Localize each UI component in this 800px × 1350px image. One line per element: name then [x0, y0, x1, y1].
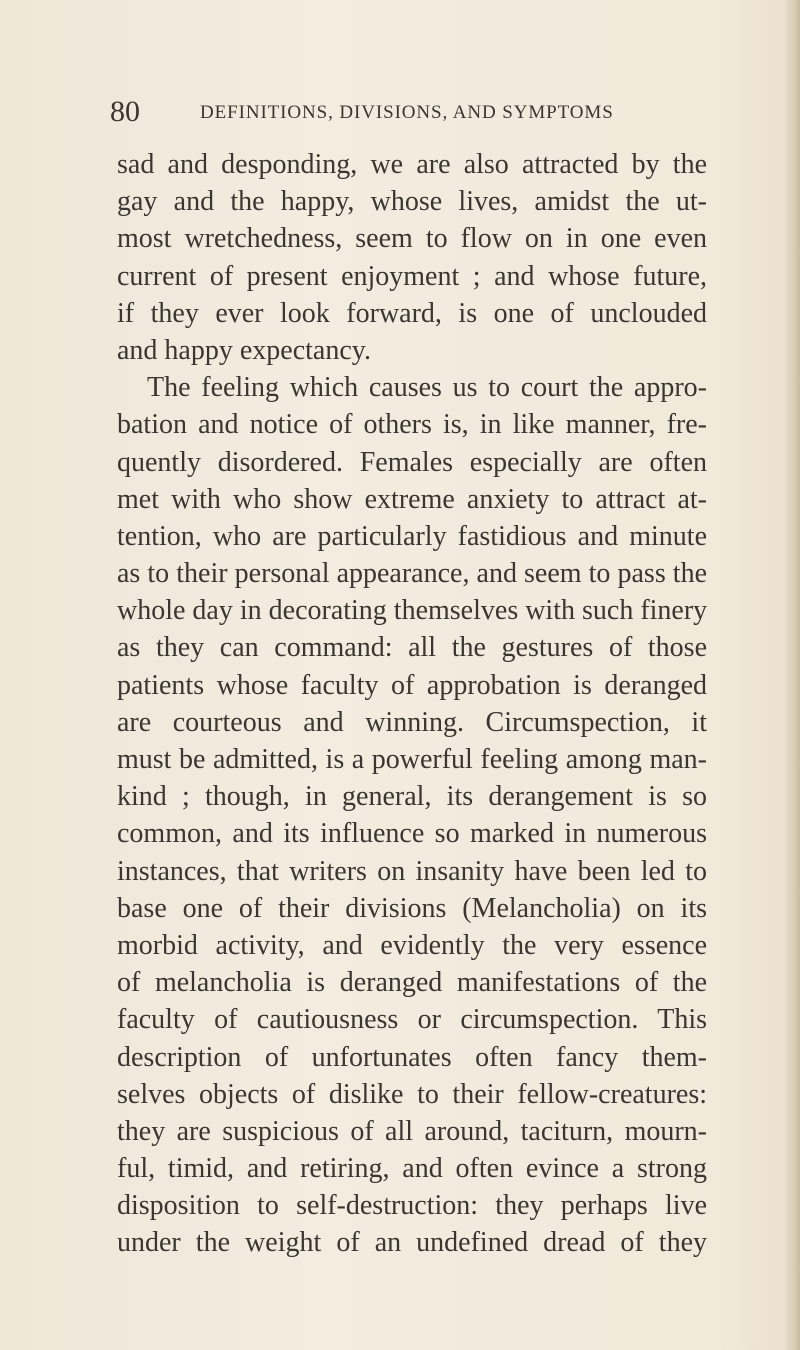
text-line: kind ; though, in general, its derangement is so — [117, 781, 707, 813]
text-line: met with who show extreme anxiety to attract at- — [117, 483, 707, 515]
text-line: faculty of cautiousness or circumspection. This — [117, 1004, 707, 1036]
page-number: 80 — [110, 95, 140, 128]
body-text — [117, 146, 707, 1262]
text-line: instances, that writers on insanity have been led to — [117, 855, 707, 887]
text-line: as they can command: all the gestures of those — [117, 632, 707, 664]
text-line: if they ever look forward, is one of unclouded — [117, 297, 707, 329]
text-line: as to their personal appearance, and seem to pass the — [117, 558, 707, 590]
running-head — [110, 92, 680, 132]
text-line: The feeling which causes us to court the appro- — [147, 372, 707, 404]
text-line: selves objects of dislike to their fellow-creatures: — [117, 1078, 707, 1110]
text-line: description of unfortunates often fancy them- — [117, 1041, 707, 1073]
text-line: sad and desponding, we are also attracted by the — [117, 149, 707, 180]
text-line: and happy expectancy. — [117, 334, 371, 366]
text-line: are courteous and winning. Circumspection, it — [117, 706, 707, 738]
text-line: patients whose faculty of approbation is deranged — [117, 669, 707, 701]
page-edge — [786, 0, 800, 1350]
text-line: under the weight of an undefined dread of they — [117, 1227, 707, 1259]
text-line: base one of their divisions (Melancholia) on its — [117, 892, 707, 924]
text-line: morbid activity, and evidently the very essence — [117, 929, 707, 961]
text-line: ful, timid, and retiring, and often evince a strong — [117, 1153, 707, 1185]
text-line: of melancholia is deranged manifestations of the — [117, 967, 707, 999]
text-line: they are suspicious of all around, taciturn, mourn- — [117, 1115, 707, 1147]
text-line: must be admitted, is a powerful feeling among man- — [117, 744, 707, 775]
text-line: tention, who are particularly fastidious and minute — [117, 520, 707, 552]
text-line: bation and notice of others is, in like manner, fre- — [117, 409, 707, 441]
running-head-title: DEFINITIONS, DIVISIONS, AND SYMPTOMS — [200, 102, 614, 123]
text-line: whole day in decorating themselves with such finery — [117, 595, 708, 627]
text-line: common, and its influence so marked in numerous — [117, 818, 707, 850]
text-line: disposition to self-destruction: they perhaps live — [117, 1190, 707, 1222]
text-line: current of present enjoyment ; and whose future, — [117, 260, 707, 292]
text-line: most wretchedness, seem to flow on in one even — [117, 223, 707, 255]
text-line: quently disordered. Females especially are often — [117, 446, 707, 478]
text-line: gay and the happy, whose lives, amidst the ut- — [117, 186, 707, 218]
